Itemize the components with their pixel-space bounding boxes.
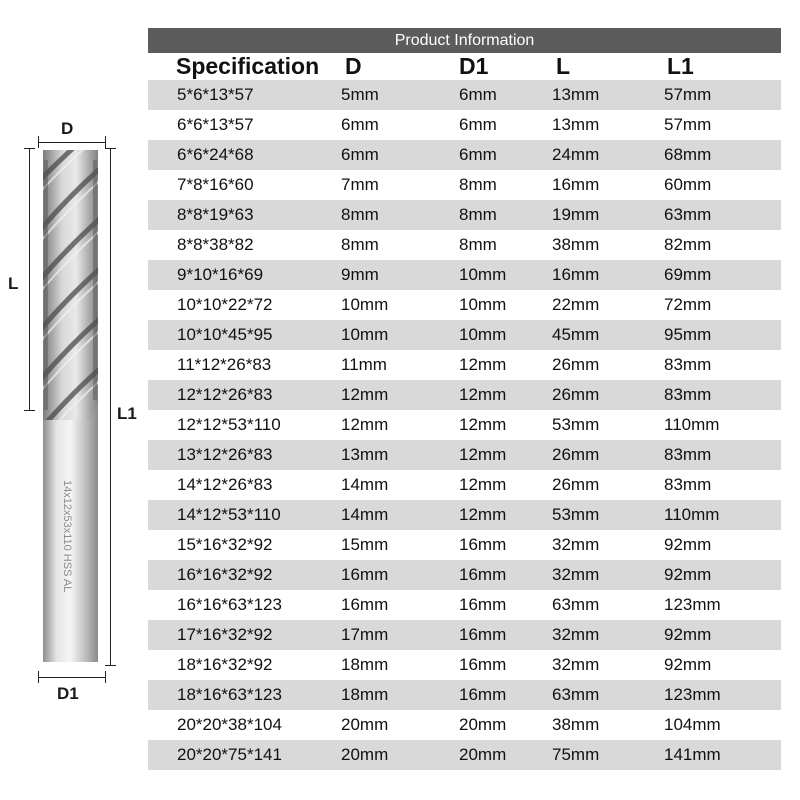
cell-specification: 20*20*75*141 bbox=[177, 745, 282, 764]
cell-specification: 15*16*32*92 bbox=[177, 535, 273, 554]
cell-d: 10mm bbox=[341, 325, 389, 344]
table-row bbox=[148, 740, 781, 770]
header-d1: D1 bbox=[459, 53, 489, 79]
cell-d1: 16mm bbox=[459, 655, 507, 674]
cell-d1: 16mm bbox=[459, 625, 507, 644]
cell-l: 16mm bbox=[552, 175, 600, 194]
cell-d: 14mm bbox=[341, 505, 389, 524]
table-row bbox=[148, 290, 781, 320]
table-row bbox=[148, 470, 781, 500]
cell-l1: 95mm bbox=[664, 325, 712, 344]
cell-l1: 63mm bbox=[664, 205, 712, 224]
cell-specification: 18*16*32*92 bbox=[177, 655, 273, 674]
end-mill-tool-image bbox=[0, 0, 148, 800]
cell-specification: 14*12*53*110 bbox=[177, 505, 281, 524]
cell-d: 8mm bbox=[341, 205, 379, 224]
cell-specification: 6*6*24*68 bbox=[177, 145, 254, 164]
cell-d1: 8mm bbox=[459, 205, 497, 224]
cell-l1: 83mm bbox=[664, 355, 712, 374]
cell-d: 10mm bbox=[341, 295, 389, 314]
cell-specification: 16*16*32*92 bbox=[177, 565, 273, 584]
cell-specification: 10*10*22*72 bbox=[177, 295, 273, 314]
table-row bbox=[148, 200, 781, 230]
cell-l: 38mm bbox=[552, 715, 600, 734]
cell-d1: 12mm bbox=[459, 385, 507, 404]
table-body bbox=[148, 80, 781, 770]
cell-d: 17mm bbox=[341, 625, 389, 644]
cell-d: 12mm bbox=[341, 385, 389, 404]
cell-d: 6mm bbox=[341, 115, 379, 134]
cell-d: 5mm bbox=[341, 85, 379, 104]
cell-d1: 6mm bbox=[459, 115, 497, 134]
table-row bbox=[148, 140, 781, 170]
cell-d1: 16mm bbox=[459, 535, 507, 554]
cell-d1: 8mm bbox=[459, 175, 497, 194]
cell-l: 38mm bbox=[552, 235, 600, 254]
table-row bbox=[148, 440, 781, 470]
cell-d1: 20mm bbox=[459, 745, 507, 764]
tool-engraving-text: 14x12x53x110 HSS AL bbox=[61, 480, 73, 593]
cell-d: 6mm bbox=[341, 145, 379, 164]
cell-d1: 10mm bbox=[459, 265, 507, 284]
table-row bbox=[148, 680, 781, 710]
cell-specification: 9*10*16*69 bbox=[177, 265, 264, 284]
cell-d: 8mm bbox=[341, 235, 379, 254]
cell-l: 26mm bbox=[552, 355, 600, 374]
header-l: L bbox=[556, 53, 571, 79]
cell-l: 32mm bbox=[552, 655, 600, 674]
cell-d: 16mm bbox=[341, 595, 389, 614]
cell-d1: 12mm bbox=[459, 415, 507, 434]
cell-d: 20mm bbox=[341, 745, 389, 764]
cell-l1: 104mm bbox=[664, 715, 721, 734]
cell-l1: 92mm bbox=[664, 655, 712, 674]
cell-specification: 12*12*53*110 bbox=[177, 415, 281, 434]
cell-l: 63mm bbox=[552, 595, 600, 614]
table-row bbox=[148, 530, 781, 560]
cell-l: 22mm bbox=[552, 295, 600, 314]
cell-l1: 57mm bbox=[664, 115, 712, 134]
cell-d1: 6mm bbox=[459, 85, 497, 104]
cell-l1: 60mm bbox=[664, 175, 712, 194]
cell-l: 26mm bbox=[552, 475, 600, 494]
cell-d: 18mm bbox=[341, 655, 389, 674]
cell-l1: 92mm bbox=[664, 565, 712, 584]
cell-d1: 12mm bbox=[459, 445, 507, 464]
cell-l1: 123mm bbox=[664, 685, 721, 704]
table-row bbox=[148, 380, 781, 410]
table-row bbox=[148, 650, 781, 680]
cell-l: 26mm bbox=[552, 385, 600, 404]
cell-l: 32mm bbox=[552, 565, 600, 584]
dimension-label-d1: D1 bbox=[57, 684, 79, 703]
cell-l1: 92mm bbox=[664, 625, 712, 644]
cell-l1: 83mm bbox=[664, 475, 712, 494]
cell-l: 32mm bbox=[552, 535, 600, 554]
cell-l: 53mm bbox=[552, 415, 600, 434]
cell-specification: 14*12*26*83 bbox=[177, 475, 273, 494]
cell-d: 18mm bbox=[341, 685, 389, 704]
table-header-row bbox=[148, 53, 781, 80]
cell-l1: 141mm bbox=[664, 745, 721, 764]
table-row bbox=[148, 110, 781, 140]
cell-d1: 16mm bbox=[459, 565, 507, 584]
cell-d1: 10mm bbox=[459, 325, 507, 344]
cell-d1: 16mm bbox=[459, 595, 507, 614]
cell-l: 45mm bbox=[552, 325, 600, 344]
cell-d1: 8mm bbox=[459, 235, 497, 254]
cell-l1: 72mm bbox=[664, 295, 712, 314]
table-row bbox=[148, 320, 781, 350]
cell-d: 11mm bbox=[341, 355, 387, 374]
cell-l: 16mm bbox=[552, 265, 600, 284]
table-row bbox=[148, 590, 781, 620]
cell-d: 13mm bbox=[341, 445, 389, 464]
cell-l1: 68mm bbox=[664, 145, 712, 164]
dimension-label-d: D bbox=[61, 119, 74, 138]
cell-specification: 7*8*16*60 bbox=[177, 175, 254, 194]
cell-l1: 57mm bbox=[664, 85, 712, 104]
cell-d: 14mm bbox=[341, 475, 389, 494]
dimension-label-l: L bbox=[8, 274, 19, 293]
cell-specification: 8*8*38*82 bbox=[177, 235, 254, 254]
table-row bbox=[148, 170, 781, 200]
table-row bbox=[148, 230, 781, 260]
cell-d1: 12mm bbox=[459, 475, 507, 494]
cell-specification: 5*6*13*57 bbox=[177, 85, 254, 104]
cell-l: 24mm bbox=[552, 145, 600, 164]
cell-specification: 10*10*45*95 bbox=[177, 325, 273, 344]
cell-l1: 92mm bbox=[664, 535, 712, 554]
table-row bbox=[148, 350, 781, 380]
cell-l: 13mm bbox=[552, 115, 600, 134]
cell-l1: 123mm bbox=[664, 595, 721, 614]
cell-specification: 20*20*38*104 bbox=[177, 715, 282, 734]
product-info-table bbox=[148, 28, 781, 770]
cell-d: 9mm bbox=[341, 265, 379, 284]
table-row bbox=[148, 560, 781, 590]
cell-specification: 12*12*26*83 bbox=[177, 385, 273, 404]
dimension-label-l1: L1 bbox=[117, 404, 137, 423]
cell-d: 20mm bbox=[341, 715, 389, 734]
cell-l: 53mm bbox=[552, 505, 600, 524]
cell-l: 75mm bbox=[552, 745, 600, 764]
header-d: D bbox=[345, 53, 362, 79]
table-title: Product Information bbox=[148, 28, 781, 53]
table-row bbox=[148, 710, 781, 740]
end-mill-diagram bbox=[0, 0, 148, 800]
cell-d1: 12mm bbox=[459, 505, 507, 524]
cell-l1: 83mm bbox=[664, 445, 712, 464]
cell-d1: 12mm bbox=[459, 355, 507, 374]
table-row bbox=[148, 80, 781, 110]
table-row bbox=[148, 620, 781, 650]
cell-specification: 13*12*26*83 bbox=[177, 445, 273, 464]
cell-specification: 18*16*63*123 bbox=[177, 685, 282, 704]
cell-l1: 83mm bbox=[664, 385, 712, 404]
header-l1: L1 bbox=[667, 53, 694, 79]
cell-specification: 11*12*26*83 bbox=[177, 355, 272, 374]
header-specification: Specification bbox=[176, 53, 320, 79]
table-row bbox=[148, 500, 781, 530]
cell-specification: 17*16*32*92 bbox=[177, 625, 273, 644]
cell-d: 15mm bbox=[341, 535, 389, 554]
cell-specification: 6*6*13*57 bbox=[177, 115, 254, 134]
cell-l1: 82mm bbox=[664, 235, 712, 254]
cell-l: 13mm bbox=[552, 85, 600, 104]
cell-d: 7mm bbox=[341, 175, 379, 194]
cell-d: 16mm bbox=[341, 565, 389, 584]
cell-specification: 8*8*19*63 bbox=[177, 205, 254, 224]
cell-l: 19mm bbox=[552, 205, 600, 224]
cell-d1: 10mm bbox=[459, 295, 507, 314]
cell-d: 12mm bbox=[341, 415, 389, 434]
table-row bbox=[148, 410, 781, 440]
cell-d1: 6mm bbox=[459, 145, 497, 164]
cell-d1: 16mm bbox=[459, 685, 507, 704]
table-row bbox=[148, 260, 781, 290]
cell-l: 32mm bbox=[552, 625, 600, 644]
cell-l1: 110mm bbox=[664, 415, 720, 434]
cell-specification: 16*16*63*123 bbox=[177, 595, 282, 614]
cell-d1: 20mm bbox=[459, 715, 507, 734]
cell-l1: 69mm bbox=[664, 265, 712, 284]
cell-l: 63mm bbox=[552, 685, 600, 704]
cell-l: 26mm bbox=[552, 445, 600, 464]
cell-l1: 110mm bbox=[664, 505, 720, 524]
